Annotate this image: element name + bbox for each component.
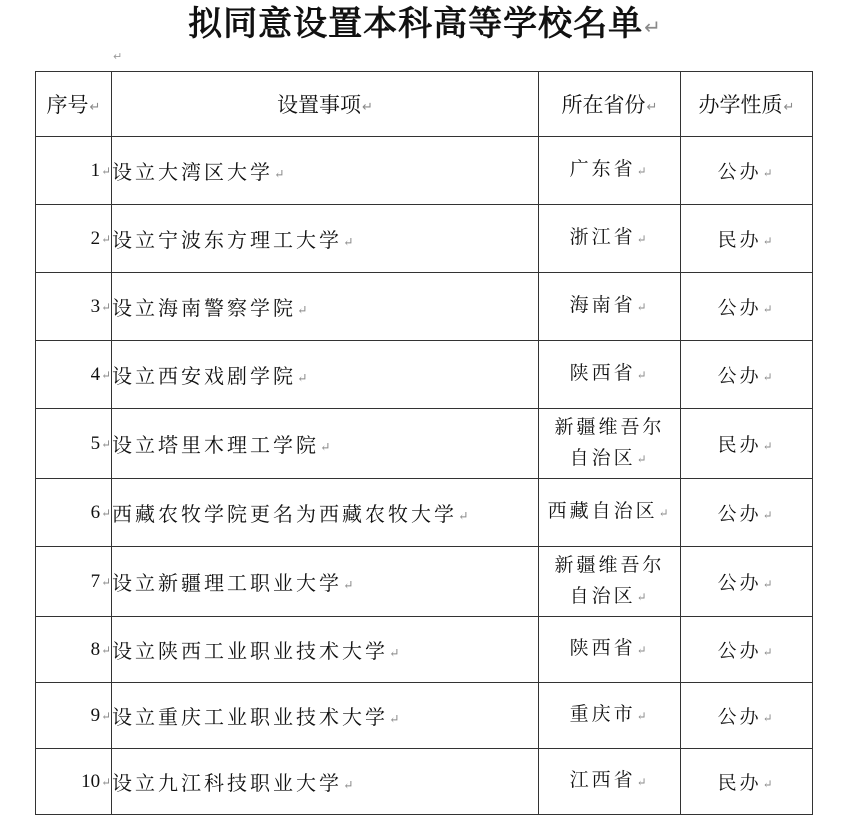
paragraph-mark-icon: ↵ [636, 590, 650, 605]
paragraph-mark-icon: ↵ [389, 711, 403, 727]
table-row [36, 547, 813, 617]
cell-seq: 2↵ [36, 205, 112, 273]
paragraph-mark-icon: ↵ [274, 166, 288, 182]
province-line: 广东省↵ [569, 158, 650, 181]
paragraph-mark-icon: ↵ [636, 452, 650, 467]
paragraph-mark-icon: ↵ [343, 234, 357, 250]
cell-nature: 公办↵ [681, 137, 813, 205]
paragraph-mark-icon: ↵ [762, 302, 776, 317]
cell-province [539, 137, 681, 205]
paragraph-mark-icon: ↵ [343, 777, 357, 793]
paragraph-mark-icon: ↵ [636, 708, 650, 723]
paragraph-mark-icon: ↵ [362, 100, 373, 116]
cell-nature: 民办↵ [681, 409, 813, 479]
cell-province [539, 273, 681, 341]
province-line: 浙江省↵ [569, 226, 650, 249]
table-header-row [36, 72, 813, 137]
paragraph-mark-icon: ↵ [101, 368, 111, 382]
paragraph-mark-icon: ↵ [762, 234, 776, 249]
cell-seq: 5↵ [36, 409, 112, 479]
table-row [36, 205, 813, 273]
paragraph-mark-icon: ↵ [762, 645, 776, 660]
cell-nature: 民办↵ [681, 749, 813, 815]
paragraph-mark-icon: ↵ [320, 439, 334, 455]
province-line: 海南省↵ [569, 294, 650, 317]
cell-seq: 6↵ [36, 479, 112, 547]
paragraph-mark-icon: ↵ [636, 642, 650, 657]
paragraph-mark-icon: ↵ [636, 367, 650, 382]
cell-nature: 公办↵ [681, 617, 813, 683]
paragraph-mark-icon: ↵ [101, 232, 111, 246]
province-line: 重庆市↵ [569, 703, 650, 726]
paragraph-mark-icon: ↵ [101, 643, 111, 657]
university-list-table [35, 71, 813, 815]
cell-item: 设立宁波东方理工大学↵ [112, 205, 539, 273]
paragraph-mark-icon: ↵ [762, 370, 776, 385]
paragraph-mark-icon: ↵ [644, 15, 662, 39]
paragraph-mark-icon: ↵ [101, 437, 111, 451]
paragraph-mark-icon: ↵ [646, 100, 658, 116]
paragraph-mark-icon: ↵ [101, 709, 111, 723]
table-row [36, 137, 813, 205]
cell-nature: 公办↵ [681, 479, 813, 547]
cell-seq: 1↵ [36, 137, 112, 205]
header-nature: 办学性质↵ [681, 72, 813, 137]
province-line: 自治区↵ [569, 446, 650, 469]
cell-item: 设立大湾区大学↵ [112, 137, 539, 205]
table-row [36, 683, 813, 749]
paragraph-mark-icon: ↵ [297, 302, 311, 318]
cell-item: 设立新疆理工职业大学↵ [112, 547, 539, 617]
paragraph-mark-icon: ↵ [389, 645, 403, 661]
province-line: 新疆维吾尔 [554, 415, 665, 438]
cell-seq: 3↵ [36, 273, 112, 341]
header-item: 设置事项↵ [112, 72, 539, 137]
cell-item: 设立西安戏剧学院↵ [112, 341, 539, 409]
cell-seq: 8↵ [36, 617, 112, 683]
table-row [36, 273, 813, 341]
cell-item: 设立重庆工业职业技术大学↵ [112, 683, 539, 749]
cell-nature: 公办↵ [681, 683, 813, 749]
province-line: 西藏自治区↵ [547, 500, 672, 523]
cell-item: 设立塔里木理工学院↵ [112, 409, 539, 479]
cell-province [539, 617, 681, 683]
paragraph-mark-icon: ↵ [343, 577, 357, 593]
header-province: 所在省份↵ [539, 72, 681, 137]
cell-province [539, 479, 681, 547]
paragraph-mark-icon: ↵ [762, 166, 776, 181]
paragraph-mark-icon: ↵ [636, 299, 650, 314]
cell-nature: 公办↵ [681, 547, 813, 617]
cell-province [539, 749, 681, 815]
cell-seq: 7↵ [36, 547, 112, 617]
table-row [36, 749, 813, 815]
paragraph-mark-icon: ↵ [101, 164, 111, 178]
cell-seq: 10↵ [36, 749, 112, 815]
cell-nature: 公办↵ [681, 273, 813, 341]
paragraph-mark-icon: ↵ [101, 300, 111, 314]
header-seq: 序号↵ [36, 72, 112, 137]
province-line: 江西省↵ [569, 769, 650, 792]
table-row [36, 617, 813, 683]
paragraph-mark-icon: ↵ [101, 506, 111, 520]
table-row [36, 341, 813, 409]
paragraph-mark-icon: ↵ [636, 774, 650, 789]
cell-item: 设立九江科技职业大学↵ [112, 749, 539, 815]
cell-province [539, 683, 681, 749]
cell-item: 西藏农牧学院更名为西藏农牧大学↵ [112, 479, 539, 547]
empty-paragraph-mark-icon: ↵ [113, 50, 123, 63]
cell-province [539, 409, 681, 479]
paragraph-mark-icon: ↵ [101, 575, 111, 589]
cell-province [539, 341, 681, 409]
cell-nature: 民办↵ [681, 205, 813, 273]
paragraph-mark-icon: ↵ [762, 711, 776, 726]
paragraph-mark-icon: ↵ [636, 231, 650, 246]
province-line: 陕西省↵ [569, 637, 650, 660]
cell-seq: 4↵ [36, 341, 112, 409]
paragraph-mark-icon: ↵ [101, 775, 111, 789]
paragraph-mark-icon: ↵ [297, 370, 311, 386]
title-text: 拟同意设置本科高等学校名单 [188, 4, 644, 44]
province-line: 陕西省↵ [569, 362, 650, 385]
table-row [36, 479, 813, 547]
cell-item: 设立陕西工业职业技术大学↵ [112, 617, 539, 683]
paragraph-mark-icon: ↵ [458, 508, 472, 524]
cell-province [539, 205, 681, 273]
paragraph-mark-icon: ↵ [762, 508, 776, 523]
cell-nature: 公办↵ [681, 341, 813, 409]
document-title [0, 2, 850, 49]
cell-province [539, 547, 681, 617]
paragraph-mark-icon: ↵ [658, 505, 672, 520]
province-line: 自治区↵ [569, 584, 650, 607]
cell-item: 设立海南警察学院↵ [112, 273, 539, 341]
paragraph-mark-icon: ↵ [783, 100, 795, 116]
paragraph-mark-icon: ↵ [762, 577, 776, 592]
table-row [36, 409, 813, 479]
paragraph-mark-icon: ↵ [636, 163, 650, 178]
paragraph-mark-icon: ↵ [762, 439, 776, 454]
province-line: 新疆维吾尔 [554, 553, 665, 576]
paragraph-mark-icon: ↵ [762, 777, 776, 792]
cell-seq: 9↵ [36, 683, 112, 749]
paragraph-mark-icon: ↵ [89, 100, 101, 116]
